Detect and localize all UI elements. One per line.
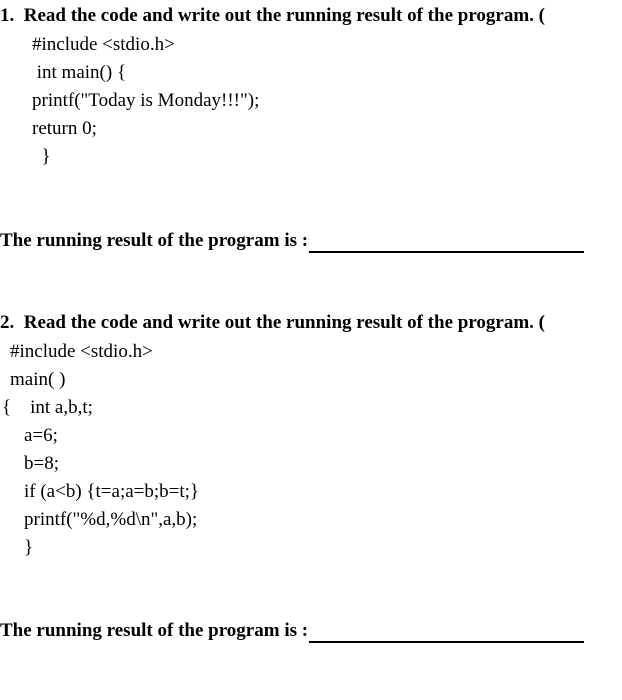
q2-code-line-4: a=6;: [24, 425, 58, 446]
q1-code-line-3: printf("Today is Monday!!!");: [32, 90, 260, 111]
q1-code-line-1: #include <stdio.h>: [32, 34, 175, 55]
q2-answer-label: The running result of the program is :: [0, 620, 309, 641]
q1-answer-row: [0, 229, 584, 253]
q1-code-line-5: }: [32, 146, 51, 167]
q2-code-line-6: if (a<b) {t=a;a=b;b=t;}: [24, 481, 200, 502]
q1-answer-blank[interactable]: [309, 233, 584, 253]
q2-code-line-7: printf("%d,%d\n",a,b);: [24, 509, 198, 530]
q2-code-line-1: #include <stdio.h>: [10, 341, 153, 362]
q2-code-line-3: { int a,b,t;: [2, 397, 93, 418]
q2-answer-blank[interactable]: [309, 623, 584, 643]
q2-answer-row: [0, 619, 584, 643]
q1-answer-label: The running result of the program is :: [0, 230, 309, 251]
q2-code-line-8: }: [24, 537, 34, 558]
question-1-title: 1. Read the code and write out the running result of the program. (: [0, 5, 545, 26]
q1-code-line-4: return 0;: [32, 118, 97, 139]
question-2-title: 2. Read the code and write out the running result of the program. (: [0, 312, 545, 333]
q2-code-line-2: main( ): [10, 369, 66, 390]
q1-code-line-2: int main() {: [32, 62, 127, 83]
q2-code-line-5: b=8;: [24, 453, 59, 474]
